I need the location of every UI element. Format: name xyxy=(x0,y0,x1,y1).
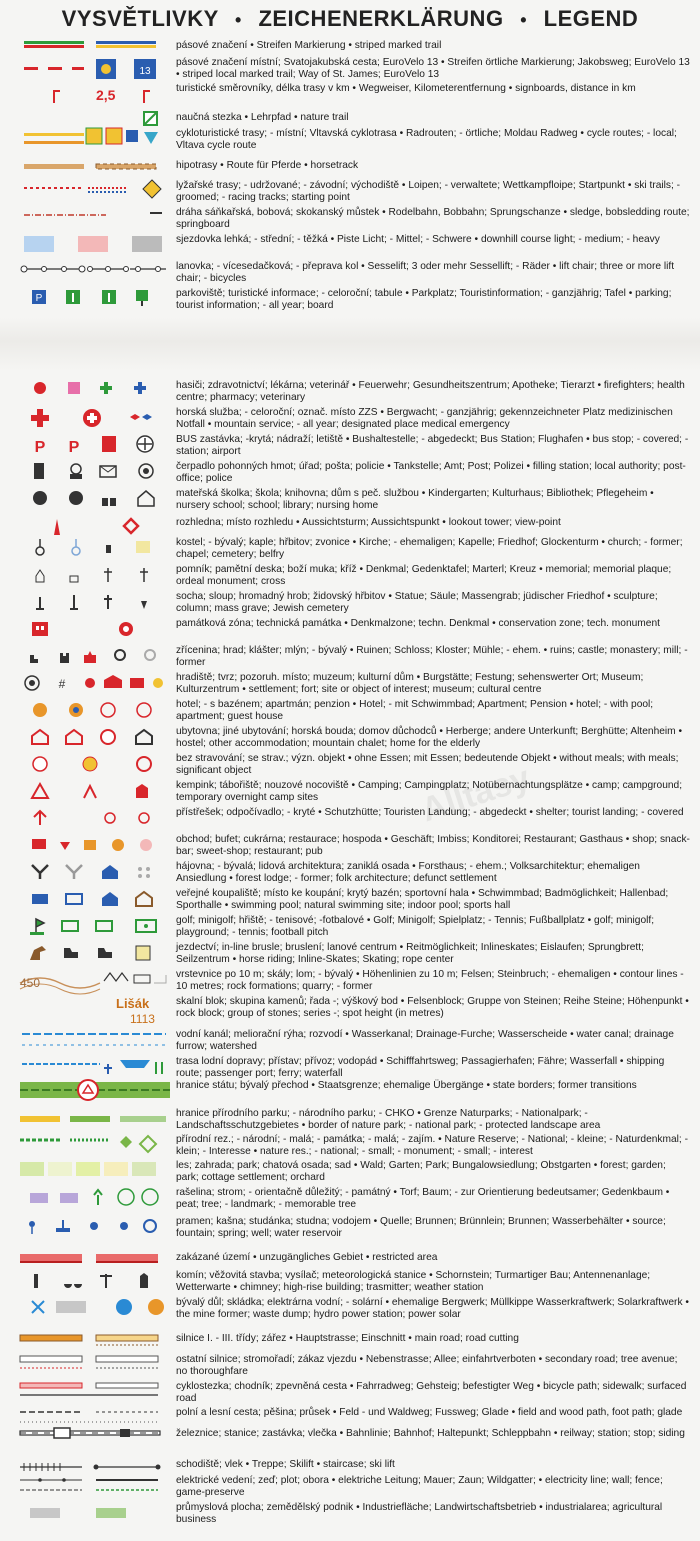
title-english: LEGEND xyxy=(543,6,639,31)
legend-text: socha; sloup; hromadný hrob; židovský hřbitov • Statue; Säule; Massengrab; jüdischer Friedhof • sculpture; column; mass grave; Jewish cemetery xyxy=(176,591,658,614)
hotel-icon xyxy=(20,699,170,725)
legend-text: trasa lodní dopravy; přístav; přívoz; vodopád • Schifffahrtsweg; Passagierhafen; Fähre; Wasserfall • shipping route; passenger port; ferry; waterfall xyxy=(176,1056,665,1079)
legend-text: kempink; tábořiště; nouzové nocoviště • Camping; Campingplatz; Notübernachtungsplätze • camp; campground; temporary overnight camp sites xyxy=(176,780,683,803)
lookout-tower-icon xyxy=(20,517,170,537)
legend-text: turistické směrovníky, délka trasy v km • Wegweiser, Kilometerentfernung • signboards, distance in km xyxy=(176,83,636,94)
industrial-area-icon xyxy=(20,1502,170,1528)
legend-text: les; zahrada; park; chatová osada; sad • Wald; Garten; Park; Bungalowsiedlung; Obstgarten • forest; garden; park; cottage settlement; orchard xyxy=(176,1160,666,1183)
golf-icon xyxy=(20,915,170,941)
legend-row xyxy=(0,618,700,644)
legend-row xyxy=(0,1475,700,1501)
legend-row xyxy=(0,1270,700,1296)
legend-text: elektrické vedení; zeď; plot; obora • elektriche Leitung; Mauer; Zaun; Wildgatter; • electricity line; wall; fence; game-preserve xyxy=(176,1475,663,1498)
legend-text: železnice; stanice; zastávka; vlečka • Bahnlinie; Bahnhof; Haltepunkt; Schleppbahn • reilway; station; stop; siding xyxy=(176,1428,685,1439)
svg-text:P: P xyxy=(34,439,46,456)
memorial-icon xyxy=(20,564,170,590)
contour-lines-icon xyxy=(20,969,170,995)
bus-stop-icon xyxy=(20,434,170,460)
forest-lodge-icon xyxy=(20,861,170,887)
svg-text:#: # xyxy=(58,677,66,691)
hostel-icon xyxy=(20,726,170,752)
downhill-course-icon xyxy=(20,234,170,260)
legend-row xyxy=(0,807,700,833)
parking-info-icon xyxy=(20,288,170,314)
svg-text:P: P xyxy=(68,439,80,456)
legend-row xyxy=(0,699,700,725)
horse-riding-icon xyxy=(20,942,170,968)
horse-track-icon xyxy=(20,160,170,174)
legend-row xyxy=(0,1160,700,1186)
nature-trail-icon xyxy=(20,112,170,128)
swimming-pool-icon xyxy=(20,888,170,914)
legend-text: obchod; bufet; cukrárna; restaurace; hospoda • Geschäft; Imbiss; Konditorei; Restaurant; Gasthaus • shop; snack-bar; sweet-shop; restaurant; pub xyxy=(176,834,690,857)
spring-fountain-icon xyxy=(20,1216,170,1242)
legend-row xyxy=(0,537,700,563)
legend-row xyxy=(0,1029,700,1055)
paper-fold xyxy=(0,318,700,370)
secondary-road-icon xyxy=(20,1354,170,1380)
rock-block-icon xyxy=(20,996,170,1026)
legend-row xyxy=(0,1056,700,1082)
euro-route-number: 13 xyxy=(139,66,151,77)
school-library-icon xyxy=(20,488,170,514)
legend-text: průmyslová plocha; zemědělský podnik • Industriefläche; Landwirtschaftsbetrieb • industrialarea; agricultural business xyxy=(176,1502,663,1525)
legend-row xyxy=(0,261,700,287)
legend-text: schodiště; vlek • Treppe; Skilift • staircase; ski lift xyxy=(176,1459,395,1470)
legend-row xyxy=(0,1428,700,1454)
peat-tree-icon xyxy=(20,1187,170,1213)
church-icon xyxy=(20,537,170,563)
local-trail-euro-route-icon xyxy=(20,57,170,81)
sledge-route-icon xyxy=(20,207,170,233)
svg-text:P: P xyxy=(35,293,43,304)
legend-text: hipotrasy • Route für Pferde • horsetrack xyxy=(176,160,359,171)
legend-row xyxy=(0,942,700,968)
filling-station-icon xyxy=(20,461,170,487)
legend-row xyxy=(0,672,700,698)
legend-text: hájovna; - bývalá; lidová architektura; zaniklá osada • Forsthaus; - ehem.; Volksarchitektur; ehemaligen Ansiedlung • forest lodge; - former; folk architecture; defunct settlement xyxy=(176,861,640,884)
state-border-icon xyxy=(20,1080,170,1106)
legend-text: hradiště; tvrz; pozoruh. místo; muzeum; kulturní dům • Burgstätte; Festung; sehenswerter Ort; Museum; Kulturzentrum • settlement; fort; site or object of interest; museum; cultural centre xyxy=(176,672,644,695)
legend-row xyxy=(0,1080,700,1106)
legend-row xyxy=(0,128,700,154)
legend-row xyxy=(0,1354,700,1380)
legend-row xyxy=(0,915,700,941)
legend-text: pomník; pamětní deska; boží muka; kříž • Denkmal; Gedenktafel; Marterl; Kreuz • memorial; memorial plaque; ordeal monument; cross xyxy=(176,564,672,587)
legend-row xyxy=(0,1333,700,1353)
legend-text: veřejné koupaliště; místo ke koupání; krytý bazén; sportovní hala • Schwimmbad; Badmöglichkeit; Hallenbad; Sporthalle • swimming pool; natural swimming site; indoor pool; sports hall xyxy=(176,888,669,911)
restricted-area-icon xyxy=(20,1252,170,1268)
shipping-route-icon xyxy=(20,1056,170,1082)
legend-text: vrstevnice po 10 m; skály; lom; - bývalý • Höhenlinien zu 10 m; Felsen; Steinbruch; - ehemaligen • contour lines - 10 metres; rock formations; quarry; - former xyxy=(176,969,684,992)
legend-text: skalní blok; skupina kamenů; řada -; výškový bod • Felsenblock; Gruppe von Steinen; Reihe Steine; Höhenpunkt • rock block; group of stones; series -; spot height (in metres) xyxy=(176,996,689,1019)
legend-row xyxy=(0,753,700,779)
legend-text: čerpadlo pohonných hmot; úřad; pošta; policie • Tankstelle; Amt; Post; Polizei • filling station; local authority; post-office; police xyxy=(176,461,686,484)
chimney-icon xyxy=(20,1270,170,1296)
legend-row xyxy=(0,234,700,260)
forest-garden-icon xyxy=(20,1160,170,1186)
legend-row xyxy=(0,380,700,406)
legend-text: BUS zastávka; -krytá; nádraží; letiště • Bushaltestelle; - abgedeckt; Bus Station; Flughafen • bus stop; - covered; - station; airport xyxy=(176,434,689,457)
title-czech: VYSVĚTLIVKY xyxy=(61,6,219,31)
legend-text: ubytovna; jiné ubytování; horská bouda; domov důchodců • Herberge; andere Unterkunft; Berghütte; Altenheim • hostel; other accommodation; mountain chalet; home for the elderly xyxy=(176,726,683,749)
mountain-service-icon xyxy=(20,407,170,433)
legend-row xyxy=(0,888,700,914)
legend-text: lanovka; - vícesedačková; - přeprava kol • Sesselift; 3 oder mehr Sessellift; - Räder • lift chair; three or more lift chair; - bicycles xyxy=(176,261,675,284)
ski-trail-icon xyxy=(20,180,170,206)
legend-text: dráha sáňkařská, bobová; skokanský můstek • Rodelbahn, Bobbahn; Sprungschanze • sledge, bobsledding route; springboard xyxy=(176,207,690,230)
legend-text: bývalý důl; skládka; elektrárna vodní; - solární • ehemalige Bergwerk; Müllkippe Wasserkraftwerk; Solarkraftwerk • the mine former; waste dump; hydro power station; power solar xyxy=(176,1297,689,1320)
peak-height-label: 1113 xyxy=(130,1012,155,1026)
legend-text: zřícenina; hrad; klášter; mlýn; - bývalý • Ruinen; Schloss; Kloster; Mühle; - ehem. • ruins; castle; monastery; mill; - former xyxy=(176,645,688,668)
legend-row xyxy=(0,969,700,995)
legend-text: golf; minigolf; hřiště; - tenisové; -fotbalové • Golf; Minigolf; Spielplatz; - Tennis; Fußballplatz • golf; minigolf; playground; - tennis; football pitch xyxy=(176,915,655,938)
legend-row xyxy=(0,517,700,537)
legend-row xyxy=(0,1134,700,1160)
bicycle-path-icon xyxy=(20,1381,170,1407)
legend-text: komín; věžovitá stavba; vysílač; meteorologická stanice • Schornstein; Turmartiger Bau; Antennenanlage; Wetterwarte • chimney; high-rise building; trasmitter; weather station xyxy=(176,1270,651,1293)
marked-trail-stripes-icon xyxy=(20,40,170,56)
legend-text: hranice přírodního parku; - národního parku; - CHKO • Grenze Naturparks; - Nationalpark; - Landschaftsschutzgebietes • border of nature park; - national park; - protected landscape area xyxy=(176,1108,601,1131)
shop-icon xyxy=(20,834,170,860)
legend-text: rozhledna; místo rozhledu • Aussichtsturm; Aussichtspunkt • lookout tower; view-point xyxy=(176,517,561,528)
legend-text: vodní kanál; meliorační rýha; rozvodí • Wasserkanal; Drainage-Furche; Wasserscheide • water canal; drainage furrow; watershed xyxy=(176,1029,674,1052)
legend-text: pásové značení místní; Svatojakubská cesta; EuroVelo 13 • Streifen örtliche Markierung; Jakobsweg; EuroVelo 13 • striped local marked trail; Way of St. James; EuroVelo 13 xyxy=(176,57,690,80)
legend-text: sjezdovka lehká; - střední; - těžká • Piste Licht; - Mittel; - Schwere • downhill course light; - medium; - heavy xyxy=(176,234,660,245)
legend-row xyxy=(0,160,700,174)
legend-row xyxy=(0,57,700,81)
legend-row xyxy=(0,834,700,860)
legend-row xyxy=(0,288,700,314)
peak-name-label: Lišák xyxy=(116,996,150,1011)
legend-row xyxy=(0,434,700,460)
lift-chair-icon xyxy=(20,261,170,287)
cycle-route-icon xyxy=(20,128,170,154)
legend-row xyxy=(0,461,700,487)
legend-text: pramen; kašna; studánka; studna; vodojem • Quelle; Brunnen; Brünnlein; Brunnen; Wasserbehälter • source; fountain; spring; well; water reservoir xyxy=(176,1216,666,1239)
legend-text: cykloturistické trasy; - místní; Vltavská cyklotrasa • Radrouten; - örtliche; Moldau Radweg • cycle routes; - local; Vltava cycle route xyxy=(176,128,677,151)
legend-text: parkoviště; turistické informace; - celoroční; tabule • Parkplatz; Touristinformation; - ganzjährig; Tafel • parking; tourist information; - all year; board xyxy=(176,288,672,311)
legend-text: pásové značení • Streifen Markierung • striped marked trail xyxy=(176,40,442,51)
watermark: Alltasy xyxy=(416,758,535,830)
legend-text: hranice státu; bývalý přechod • Staatsgrenze; ehemalige Übergänge • state borders; former transitions xyxy=(176,1080,637,1091)
signboard-distance-icon xyxy=(20,83,170,107)
legend-row xyxy=(0,1216,700,1242)
legend-row xyxy=(0,112,700,128)
fire-health-icon xyxy=(20,380,170,406)
legend-row xyxy=(0,1187,700,1213)
legend-row xyxy=(0,488,700,514)
legend-row xyxy=(0,861,700,887)
legend-row xyxy=(0,40,700,56)
legend-text: horská služba; - celoroční; označ. místo ZZS • Bergwacht; - ganzjährig; gekennzeichneter Platz medizinischen Notfall • mountain service; - all year; designated place medical emergency xyxy=(176,407,673,430)
legend-text: ostatní silnice; stromořadí; zákaz vjezdu • Nebenstrasse; Allee; einfahrtverboten • secondary road; tree avenue; no thoroughfare xyxy=(176,1354,678,1377)
legend-text: zakázané území • unzugängliches Gebiet • restricted area xyxy=(176,1252,438,1263)
title-separator: • xyxy=(235,10,242,30)
fort-museum-icon xyxy=(20,672,170,698)
legend-row xyxy=(0,1252,700,1268)
legend-row xyxy=(0,1297,700,1323)
title-german: ZEICHENERKLÄRUNG xyxy=(258,6,504,31)
railway-icon xyxy=(20,1428,170,1454)
legend-text: jezdectví; in-line brusle; bruslení; lanové centrum • Reitmöglichkeit; Inlineskates; Eislaufen; Sprungbrett; Seilzentrum • horse riding; Inline-Skates; Skating; rope center xyxy=(176,942,644,965)
legend-row xyxy=(0,780,700,806)
legend-text: silnice I. - III. třídy; zářez • Hauptstrasse; Einschnitt • main road; road cutting xyxy=(176,1333,519,1344)
title-separator: • xyxy=(520,10,527,30)
mine-icon xyxy=(20,1297,170,1323)
legend-row xyxy=(0,1459,700,1475)
electricity-line-icon xyxy=(20,1475,170,1501)
legend-row xyxy=(0,564,700,590)
legend-text: hotel; - s bazénem; apartmán; penzion • Hotel; - mit Schwimmbad; Apartment; Pension • hotel; - with pool; apartment; guest house xyxy=(176,699,654,722)
legend-row xyxy=(0,180,700,206)
legend-row xyxy=(0,1381,700,1407)
legend-row xyxy=(0,591,700,617)
shelter-icon xyxy=(20,807,170,833)
legend-text: kostel; - bývalý; kaple; hřbitov; zvonice • Kirche; - ehemaligen; Kapelle; Friedhof; Glockenturm • church; - former; chapel; cemetery; belfry xyxy=(176,537,683,560)
nature-reserve-icon xyxy=(20,1134,170,1160)
legend-row xyxy=(0,1502,700,1528)
legend-text: přístřešek; odpočívadlo; - kryté • Schutzhütte; Touristen Landung; - abgedeckt • shelter; tourist landing; - covered xyxy=(176,807,684,818)
water-canal-icon xyxy=(20,1029,170,1055)
legend-row xyxy=(0,996,700,1026)
legend-text: rašelina; strom; - orientačně důležitý; - památný • Torf; Baum; - zur Orientierung bedeutsamer; Gedenkbaum • peat; tree; - landmark; - memorable tree xyxy=(176,1187,670,1210)
legend-row xyxy=(0,83,700,107)
main-road-icon xyxy=(20,1333,170,1353)
legend-text: polní a lesní cesta; pěšina; průsek • Feld - und Waldweg; Fussweg; Glade • field and wood path, foot path; glade xyxy=(176,1407,683,1418)
legend-text: hasiči; zdravotnictví; lékárna; veterinář • Feuerwehr; Gesundheitszentrum; Apotheke; Tierarzt • firefighters; health centre; pharmacy; veterinary xyxy=(176,380,685,403)
meals-icon xyxy=(20,753,170,779)
legend-text: památková zóna; technická památka • Denkmalzone; techn. Denkmal • conservation zone; tech. monument xyxy=(176,618,660,629)
ruins-castle-icon xyxy=(20,645,170,671)
legend-title xyxy=(0,6,700,40)
statue-icon xyxy=(20,591,170,617)
campground-icon xyxy=(20,780,170,806)
nature-park-border-icon xyxy=(20,1108,170,1134)
legend-row xyxy=(0,1108,700,1134)
legend-row xyxy=(0,407,700,433)
distance-label: 2,5 xyxy=(96,87,116,103)
legend-text: cyklostezka; chodník; zpevněná cesta • Fahrradweg; Gehsteig; befestigter Weg • bicycle path; sidewalk; surfaced road xyxy=(176,1381,687,1404)
legend-row xyxy=(0,645,700,671)
staircase-icon xyxy=(20,1459,170,1475)
altitude-label: 450 xyxy=(20,976,41,990)
legend-text: lyžařské trasy; - udržované; - závodní; východiště • Loipen; - verwaltete; Wettkampfloipe; Startpunkt • ski trails; - groomed; - racing tracks; starting point xyxy=(176,180,681,203)
conservation-zone-icon xyxy=(20,618,170,644)
legend-text: přírodní rez.; - národní; - malá; - památka; - malá; - zajím. • Nature Reserve; - National; - kleine; - Naturdenkmal; - klein; - Interesse • nature res.; - national; - small; - monument; - small; - interest xyxy=(176,1134,688,1157)
legend-text: mateřská školka; škola; knihovna; dům s peč. službou • Kindergarten; Kulturhaus; Bibliothek; Pflegeheim • nursery school; school; library; nursing home xyxy=(176,488,654,511)
legend-text: bez stravování; se strav.; význ. objekt • ohne Essen; mit Essen; bedeutende Objekt • without meals; with meals; significant object xyxy=(176,753,679,776)
legend-text: naučná stezka • Lehrpfad • nature trail xyxy=(176,112,349,123)
legend-row xyxy=(0,207,700,233)
legend-row xyxy=(0,726,700,752)
